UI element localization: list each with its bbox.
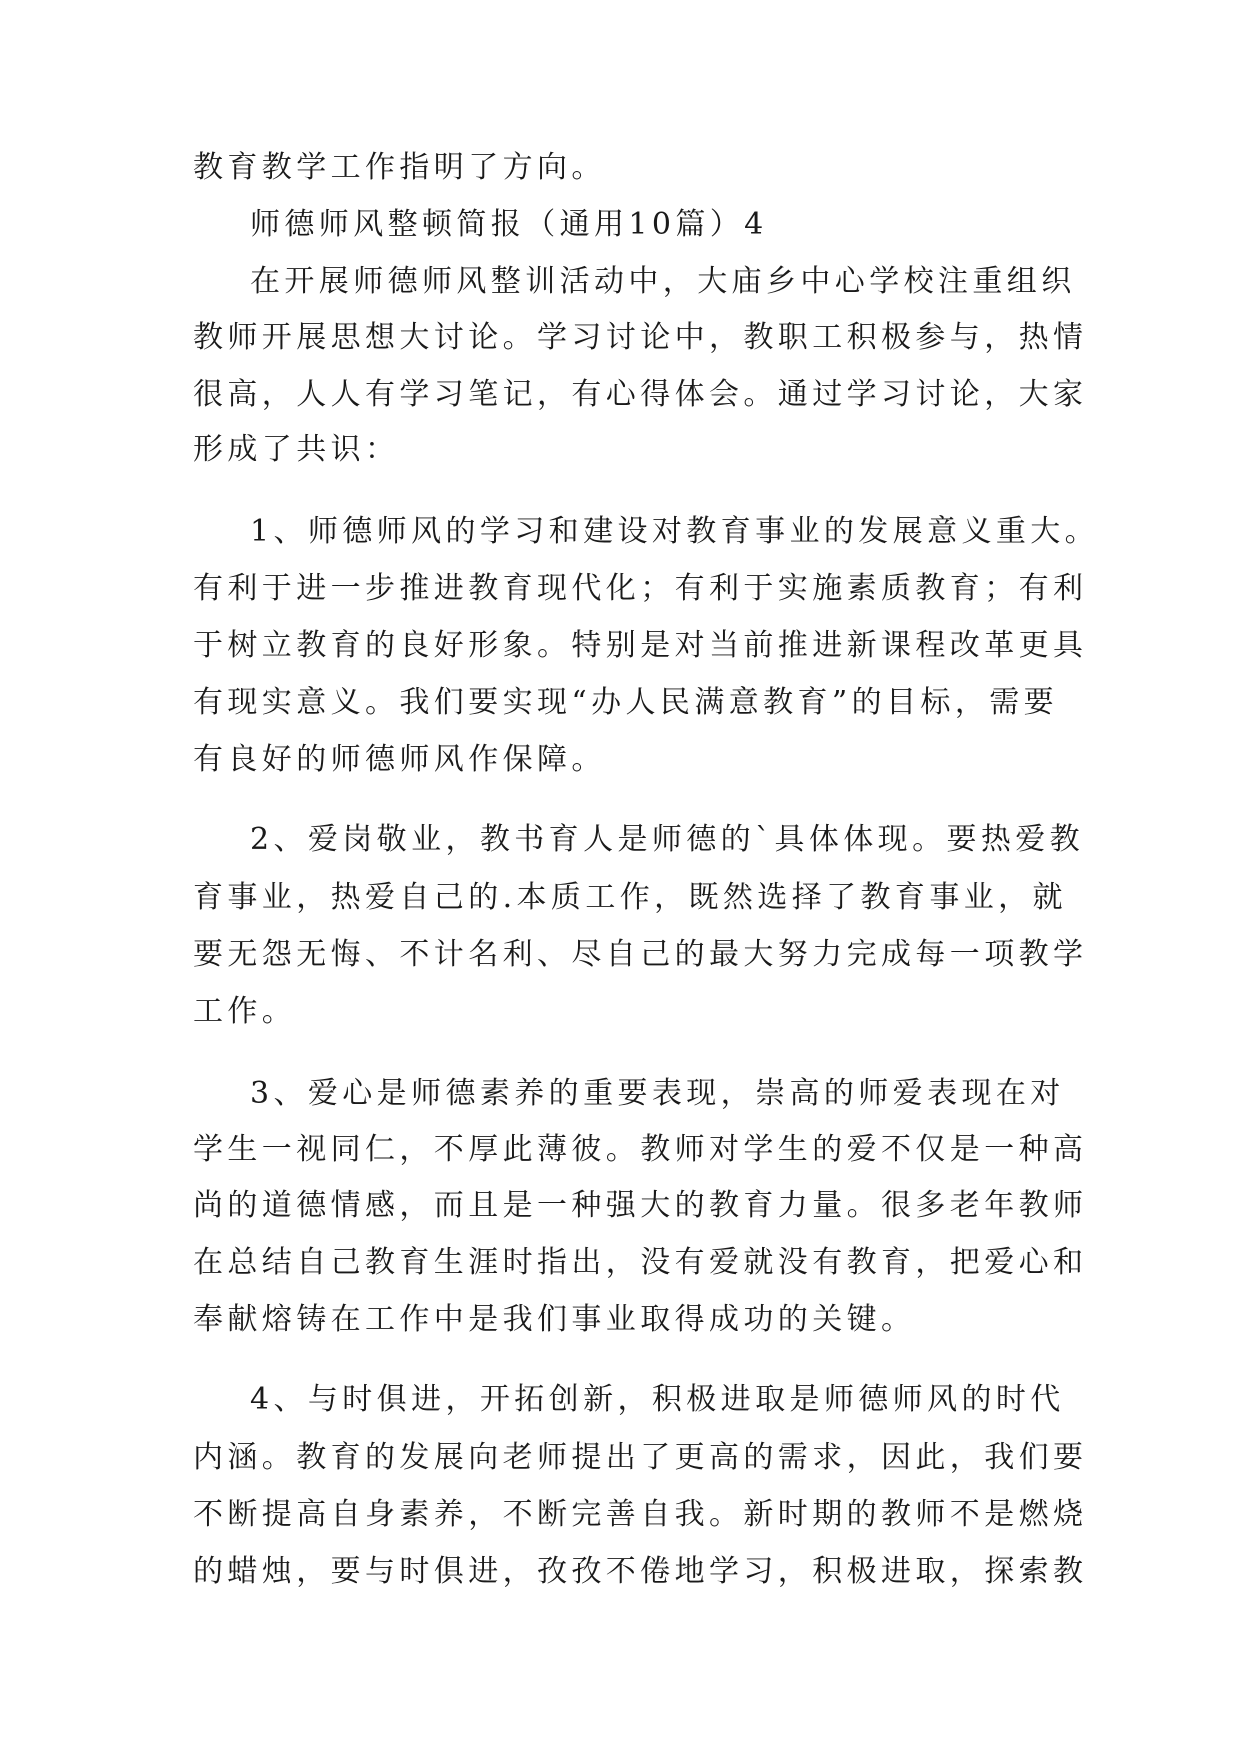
text-line: 于树立教育的良好形象。特别是对当前推进新课程改革更具	[193, 628, 1088, 663]
text-line: 3、爱心是师德素养的重要表现，崇高的师爱表现在对	[250, 1076, 1065, 1111]
text-line: 的蜡烛，要与时俱进，孜孜不倦地学习，积极进取，探索教	[193, 1554, 1088, 1589]
text-line: 内涵。教育的发展向老师提出了更高的需求，因此，我们要	[193, 1440, 1088, 1475]
text-line: 工作。	[193, 994, 297, 1029]
text-line: 有良好的师德师风作保障。	[193, 742, 606, 777]
text-line: 4、与时俱进，开拓创新，积极进取是师德师风的时代	[250, 1382, 1065, 1417]
text-line: 要无怨无悔、不计名利、尽自己的最大努力完成每一项教学	[193, 937, 1088, 972]
section-heading: 师德师风整顿简报（通用10篇）4	[250, 207, 768, 242]
text-line: 教育教学工作指明了方向。	[193, 150, 606, 185]
text-line: 学生一视同仁，不厚此薄彼。教师对学生的爱不仅是一种高	[193, 1132, 1088, 1167]
text-line: 在开展师德师风整训活动中，大庙乡中心学校注重组织	[250, 264, 1076, 299]
text-line: 2、爱岗敬业，教书育人是师德的`具体体现。要热爱教	[250, 822, 1085, 857]
text-line: 有利于进一步推进教育现代化；有利于实施素质教育；有利	[193, 571, 1088, 606]
text-line: 育事业，热爱自己的.本质工作，既然选择了教育事业，就	[193, 880, 1067, 915]
text-line: 1、师德师风的学习和建设对教育事业的发展意义重大。	[250, 514, 1100, 549]
text-line: 很高，人人有学习笔记，有心得体会。通过学习讨论，大家	[193, 377, 1088, 412]
text-line: 奉献熔铸在工作中是我们事业取得成功的关键。	[193, 1302, 916, 1337]
text-line: 教师开展思想大讨论。学习讨论中，教职工积极参与，热情	[193, 320, 1088, 355]
text-line: 在总结自己教育生涯时指出，没有爱就没有教育，把爱心和	[193, 1245, 1088, 1280]
text-line: 尚的道德情感，而且是一种强大的教育力量。很多老年教师	[193, 1188, 1088, 1223]
text-line: 不断提高自身素养，不断完善自我。新时期的教师不是燃烧	[193, 1497, 1088, 1532]
text-line: 形成了共识：	[193, 432, 400, 467]
text-line: 有现实意义。我们要实现“办人民满意教育”的目标，需要	[193, 685, 1059, 720]
